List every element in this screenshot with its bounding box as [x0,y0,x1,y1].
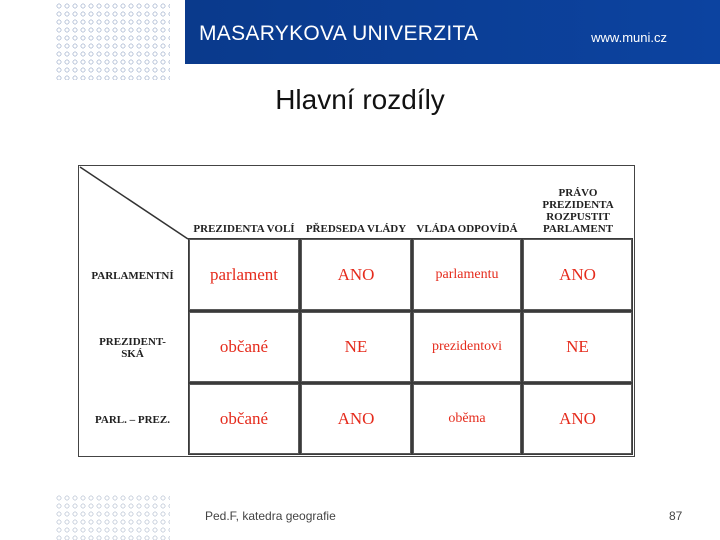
column-header-4: PRÁVO PREZIDENTA ROZPUSTIT PARLAMENT [542,187,614,235]
footer-dot-pattern [55,494,170,540]
university-url: www.muni.cz [591,30,667,45]
table-cell: ANO [523,239,632,310]
table-cell: NE [301,312,411,382]
table-cell: oběma [413,384,521,454]
table-corner-diagonal [78,165,190,241]
table-cell: NE [523,312,632,382]
column-header-2: PŘEDSEDA VLÁDY [305,223,407,235]
column-header-1: PREZIDENTA VOLÍ [193,223,295,235]
row-header-1: PARLAMENTNÍ [91,270,174,282]
table-cell: parlamentu [413,239,521,310]
page-number: 87 [669,509,683,523]
table-cell: ANO [523,384,632,454]
column-header-3: VLÁDA ODPOVÍDÁ [416,223,518,235]
slide-title: Hlavní rozdíly [275,84,445,115]
footer-department: Ped.F, katedra geografie [205,509,336,523]
table-cell: parlament [189,239,299,310]
table-cell: občané [189,384,299,454]
university-name: MASARYKOVA UNIVERZITA [199,22,479,45]
table-cell: ANO [301,384,411,454]
row-header-3: PARL. – PREZ. [95,414,170,426]
logo-dot-pattern [55,2,170,80]
row-header-2: PREZIDENT-SKÁ [99,336,166,360]
table-cell: ANO [301,239,411,310]
table-cell: prezidentovi [413,312,521,382]
table-cell: občané [189,312,299,382]
